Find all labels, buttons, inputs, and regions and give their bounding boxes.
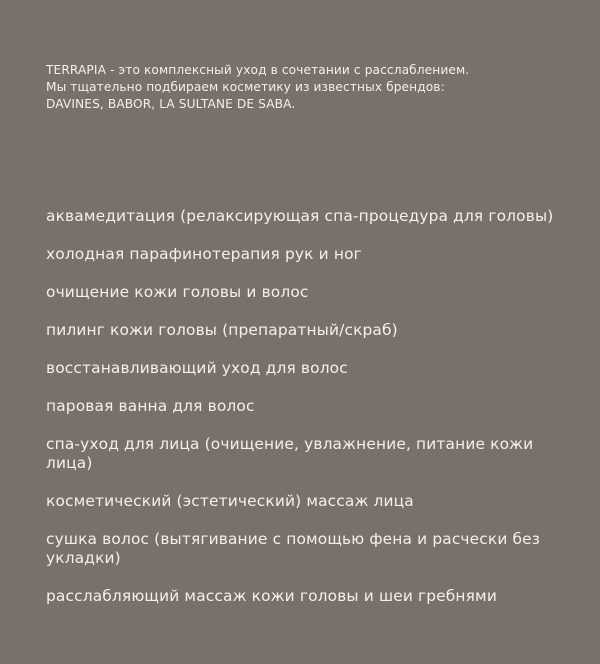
services-list [46, 207, 566, 625]
intro-text [46, 62, 576, 113]
service-item: косметический (эстетический) массаж лица [46, 492, 414, 510]
service-item: очищение кожи головы и волос [46, 283, 309, 301]
service-item: паровая ванна для волос [46, 397, 255, 415]
intro-line: TERRAPIA - это комплексный уход в сочетании с расслаблением. [46, 63, 470, 77]
service-item: сушка волос (вытягивание с помощью фена и расчески без укладки) [46, 530, 541, 567]
service-item: восстанавливающий уход для волос [46, 359, 348, 377]
service-item: пилинг кожи головы (препаратный/скраб) [46, 321, 398, 339]
service-item: расслабляющий массаж кожи головы и шеи гребнями [46, 587, 497, 605]
intro-line: Мы тщательно подбираем косметику из известных брендов: [46, 80, 445, 94]
intro-line: DAVINES, BABOR, LA SULTANE DE SABA. [46, 97, 296, 111]
service-item: холодная парафинотерапия рук и ног [46, 245, 362, 263]
service-item: аквамедитация (релаксирующая спа-процедура для головы) [46, 207, 554, 225]
service-item: спа-уход для лица (очищение, увлажнение, питание кожи лица) [46, 435, 534, 472]
